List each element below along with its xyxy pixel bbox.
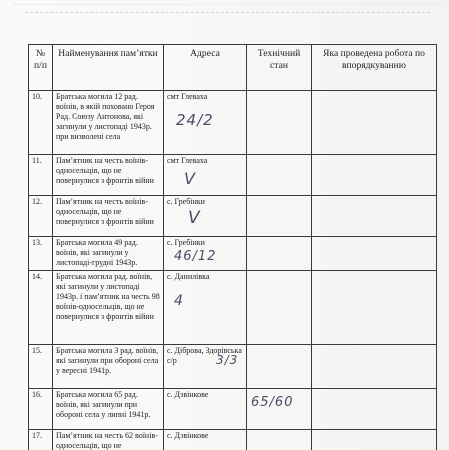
monument-address: с. Дзвінкове <box>167 390 209 399</box>
monument-address-cell <box>164 430 247 450</box>
work-cell <box>312 430 437 450</box>
monument-address-cell <box>164 345 247 389</box>
work-cell <box>312 345 437 389</box>
table-row <box>29 196 437 237</box>
work-cell <box>312 389 437 430</box>
work-cell <box>312 196 437 237</box>
table-row <box>29 389 437 430</box>
condition-cell <box>247 430 312 450</box>
monument-address-cell <box>164 91 247 155</box>
condition-cell <box>247 237 312 271</box>
table-row <box>29 430 437 450</box>
monument-address-cell <box>164 389 247 430</box>
table-row <box>29 237 437 271</box>
handwritten-note: V <box>184 169 196 188</box>
handwritten-note: 3/3 <box>216 353 239 367</box>
work-cell <box>312 271 437 345</box>
monument-name: Пам’ятник на честь воїнів-односельців, що не повернулися з фронтів війни <box>53 196 164 237</box>
header-num: № п/п <box>29 45 53 91</box>
header-condition: Технічний стан <box>247 45 312 91</box>
work-cell <box>312 155 437 196</box>
condition-cell <box>247 389 312 430</box>
row-number: 13. <box>29 237 53 271</box>
monument-name: Братська могила 49 рад. воїнів, які загинули у листопаді-грудні 1943р. <box>53 237 164 271</box>
row-number: 12. <box>29 196 53 237</box>
monument-address-cell <box>164 237 247 271</box>
page-edge-line <box>14 4 444 5</box>
table-row <box>29 345 437 389</box>
monument-name: Братська могила 3 рад. воїнів, які загинули при обороні села у вересні 1941р. <box>53 345 164 389</box>
monument-address: с. Гребінки <box>167 197 205 206</box>
condition-cell <box>247 155 312 196</box>
table-header-row <box>29 45 437 91</box>
row-number: 16. <box>29 389 53 430</box>
monuments-table <box>28 44 437 450</box>
table-row <box>29 91 437 155</box>
monument-address-cell <box>164 196 247 237</box>
monument-name: Братська могила 12 рад. воїнів, в якій поховано Героя Рад. Союзу Антонова, які загинули у листопаді 1943р. при визволені села <box>53 91 164 155</box>
row-number: 11. <box>29 155 53 196</box>
monument-name: Пам’ятник на честь 62 воїнів-односельців, що не <box>53 430 164 450</box>
work-cell <box>312 91 437 155</box>
header-address: Адреса <box>164 45 247 91</box>
monument-address: с. Дзвінкове <box>167 431 209 440</box>
header-work: Яка проведена робота по впорядкуванню <box>312 45 437 91</box>
row-number: 15. <box>29 345 53 389</box>
monument-address-cell <box>164 155 247 196</box>
header-name: Найменування пам’ятки <box>53 45 164 91</box>
monument-address: смт Глеваха <box>167 156 208 165</box>
monument-name: Пам’ятник на честь воїнів-односельців, що не повернулися з фронтів війни <box>53 155 164 196</box>
handwritten-note: V <box>188 208 201 228</box>
condition-cell <box>247 271 312 345</box>
monument-address: с. Діброва, Здорівська с/р <box>167 346 242 366</box>
table-row <box>29 155 437 196</box>
monument-address: смт Глеваха <box>167 92 208 101</box>
monument-name: Братська могила 65 рад. воїнів, які загинули при обороні села у липні 1941р. <box>53 389 164 430</box>
handwritten-note: 46/12 <box>174 249 217 264</box>
row-number: 10. <box>29 91 53 155</box>
monument-address-cell <box>164 271 247 345</box>
monument-address: с. Данилівка <box>167 272 210 281</box>
row-number: 17. <box>29 430 53 450</box>
monument-address: с. Гребінки <box>167 238 205 247</box>
handwritten-note: 24/2 <box>176 111 214 129</box>
table-row <box>29 271 437 345</box>
handwritten-note: 4 <box>174 293 184 309</box>
row-number: 14. <box>29 271 53 345</box>
condition-cell <box>247 345 312 389</box>
condition-cell <box>247 196 312 237</box>
work-cell <box>312 237 437 271</box>
handwritten-note: 65/60 <box>251 395 294 410</box>
monument-name: Братська могила рад. воїнів, які загинули у листопаді 1943р. і пам’ятник на честь 98 воїнів-односельців, що не повернулися з фронтів війни <box>53 271 164 345</box>
page-top-line <box>25 12 430 13</box>
condition-cell <box>247 91 312 155</box>
